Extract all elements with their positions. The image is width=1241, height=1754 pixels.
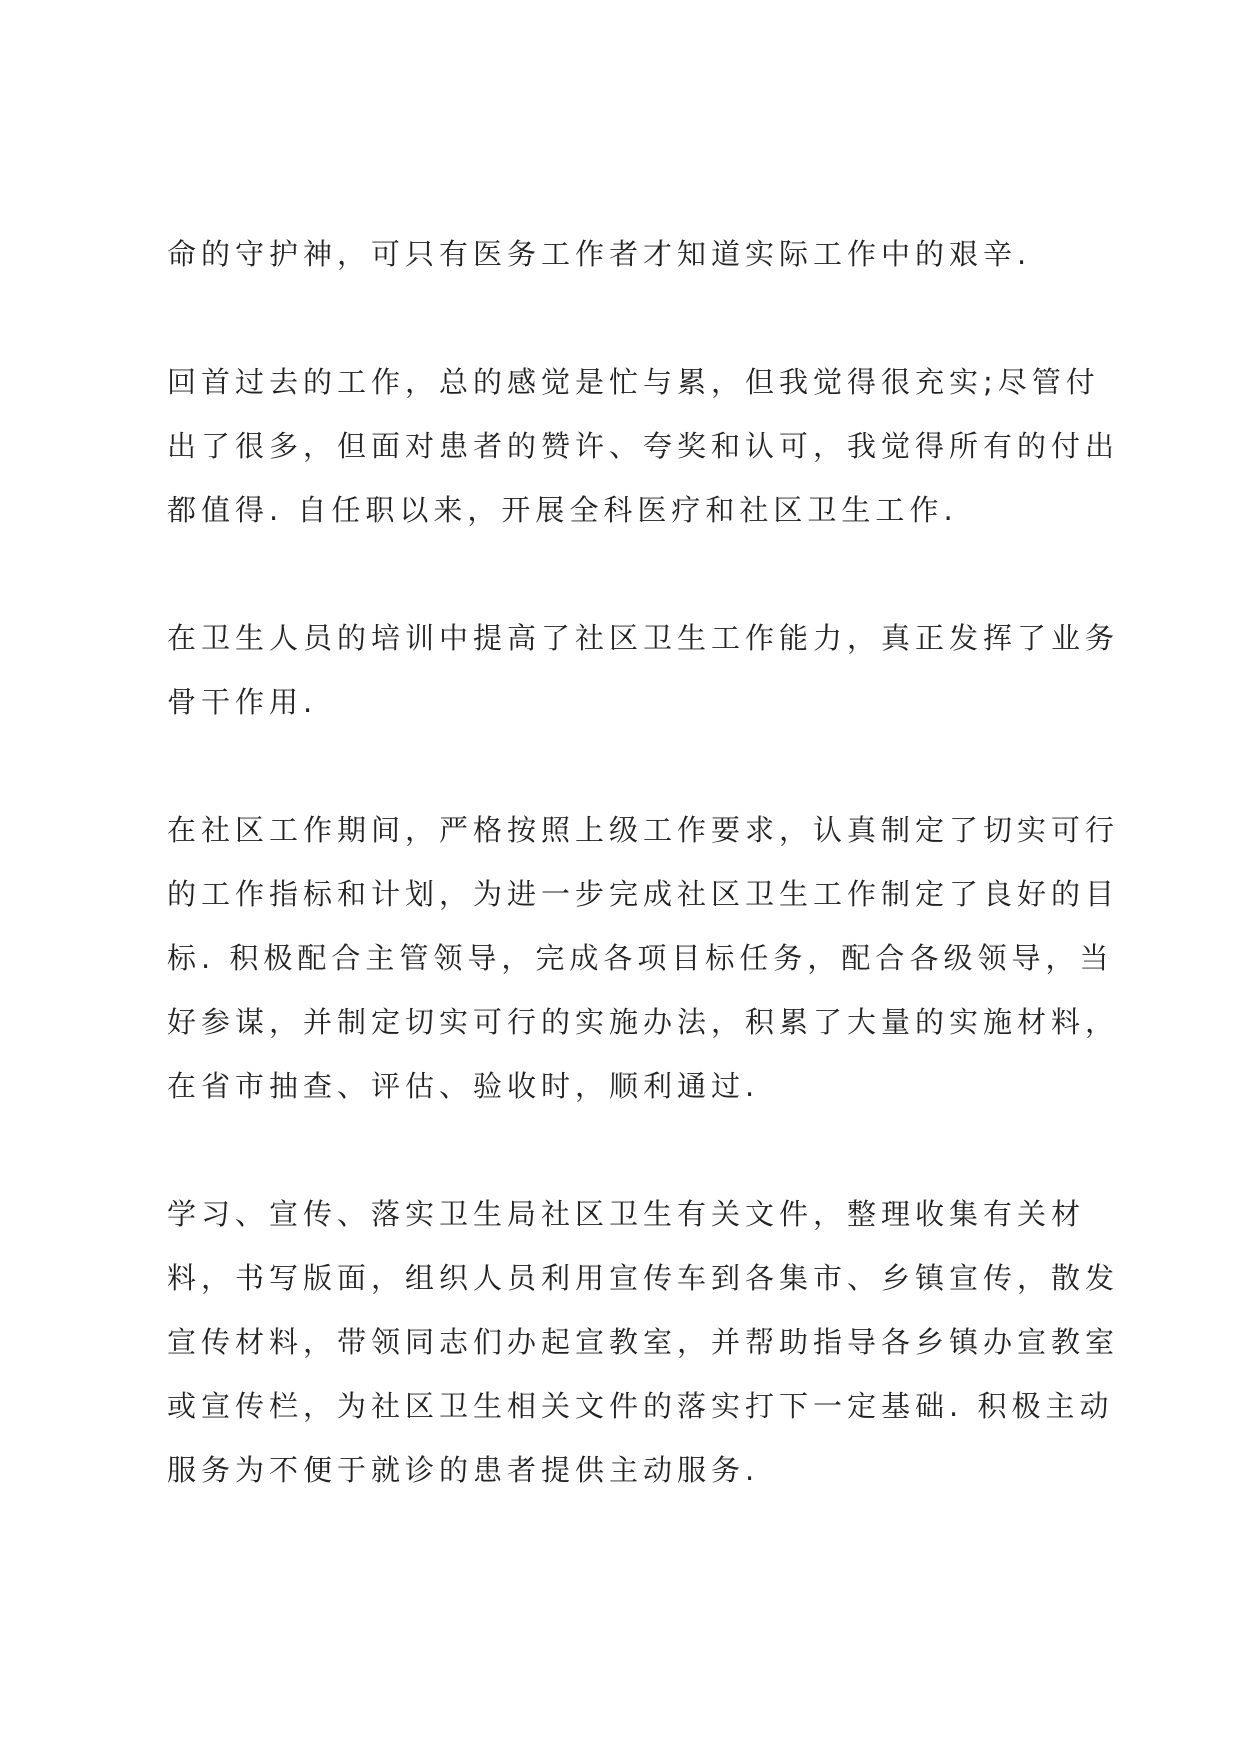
text-line: 命的守护神，可只有医务工作者才知道实际工作中的艰辛. bbox=[167, 237, 1032, 271]
text-line: 在卫生人员的培训中提高了社区卫生工作能力，真正发挥了业务 bbox=[167, 621, 1120, 655]
paragraph-3 bbox=[167, 606, 1120, 734]
paragraph-2 bbox=[167, 350, 1120, 542]
text-line: 标. 积极配合主管领导，完成各项目标任务，配合各级领导，当 bbox=[167, 941, 1114, 975]
text-line: 好参谋，并制定切实可行的实施办法，积累了大量的实施材料， bbox=[167, 1005, 1120, 1039]
text-line: 学习、宣传、落实卫生局社区卫生有关文件，整理收集有关材 bbox=[167, 1197, 1086, 1231]
text-line: 骨干作用. bbox=[167, 685, 318, 719]
text-line: 在社区工作期间，严格按照上级工作要求，认真制定了切实可行 bbox=[167, 813, 1120, 847]
paragraph-4 bbox=[167, 798, 1120, 1118]
text-line: 宣传材料，带领同志们办起宣教室，并帮助指导各乡镇办宣教室 bbox=[167, 1325, 1120, 1359]
text-line: 或宣传栏，为社区卫生相关文件的落实打下一定基础. 积极主动 bbox=[167, 1389, 1114, 1423]
text-line: 回首过去的工作，总的感觉是忙与累，但我觉得很充实;尽管付 bbox=[167, 365, 1100, 399]
text-line: 都值得. 自任职以来，开展全科医疗和社区卫生工作. bbox=[167, 493, 958, 527]
text-line: 服务为不便于就诊的患者提供主动服务. bbox=[167, 1453, 760, 1487]
text-line: 在省市抽查、评估、验收时，顺利通过. bbox=[167, 1069, 760, 1103]
document-body bbox=[167, 222, 1120, 1502]
text-line: 出了很多，但面对患者的赞许、夸奖和认可，我觉得所有的付出 bbox=[167, 429, 1120, 463]
paragraph-1 bbox=[167, 222, 1097, 286]
text-line: 的工作指标和计划，为进一步完成社区卫生工作制定了良好的目 bbox=[167, 877, 1120, 911]
text-line: 料，书写版面，组织人员利用宣传车到各集市、乡镇宣传，散发 bbox=[167, 1261, 1120, 1295]
paragraph-5 bbox=[167, 1182, 1120, 1502]
